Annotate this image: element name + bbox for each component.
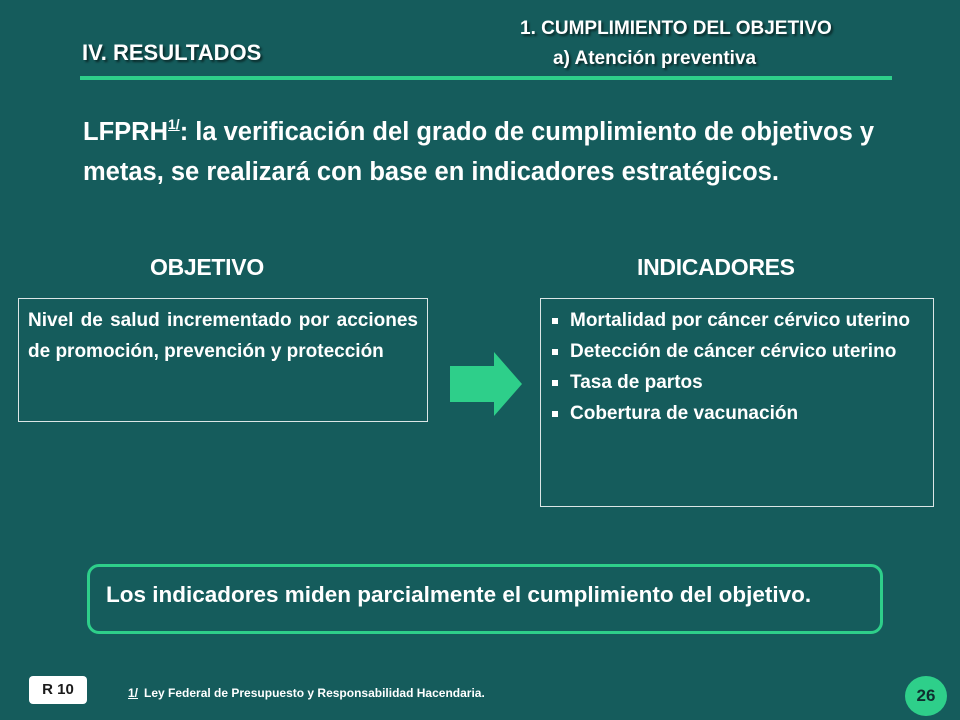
callout-text: Los indicadores miden parcialmente el cumplimiento del objetivo.: [106, 582, 812, 607]
indicators-box: [540, 298, 934, 507]
objective-heading: OBJETIVO: [150, 254, 264, 280]
statement-footnote-ref: 1/: [168, 116, 180, 132]
indicators-list: [550, 305, 924, 429]
statement-text: : la verificación del grado de cumplimiento de objetivos y metas, se realizará con base en indicadores estratégicos.: [83, 118, 875, 186]
section-title: IV. RESULTADOS: [82, 40, 262, 65]
main-statement: [83, 104, 903, 192]
indicators-heading: INDICADORES: [637, 254, 795, 280]
subtitle-preventive-care: a) Atención preventiva: [553, 48, 757, 69]
objective-text: Nivel de salud incrementado por acciones de promoción, prevención y protección: [28, 310, 418, 362]
indicator-item: Cobertura de vacunación: [550, 398, 924, 429]
header-divider: [80, 76, 892, 80]
indicator-item: Detección de cáncer cérvico uterino: [550, 336, 924, 367]
conclusion-callout: [87, 564, 883, 634]
footnote-mark: 1/: [128, 686, 139, 700]
footnote: [128, 686, 485, 700]
subtitle-objective-compliance: 1. CUMPLIMIENTO DEL OBJETIVO: [520, 18, 832, 39]
reference-badge: R 10: [29, 676, 87, 704]
statement-prefix: LFPRH: [83, 118, 168, 146]
page-number: 26: [905, 676, 947, 716]
indicator-item: Tasa de partos: [550, 367, 924, 398]
footnote-text: Ley Federal de Presupuesto y Responsabilidad Hacendaria.: [144, 686, 485, 700]
objective-box: [18, 298, 428, 422]
indicator-item: Mortalidad por cáncer cérvico uterino: [550, 305, 924, 336]
right-arrow-icon: [450, 352, 522, 416]
